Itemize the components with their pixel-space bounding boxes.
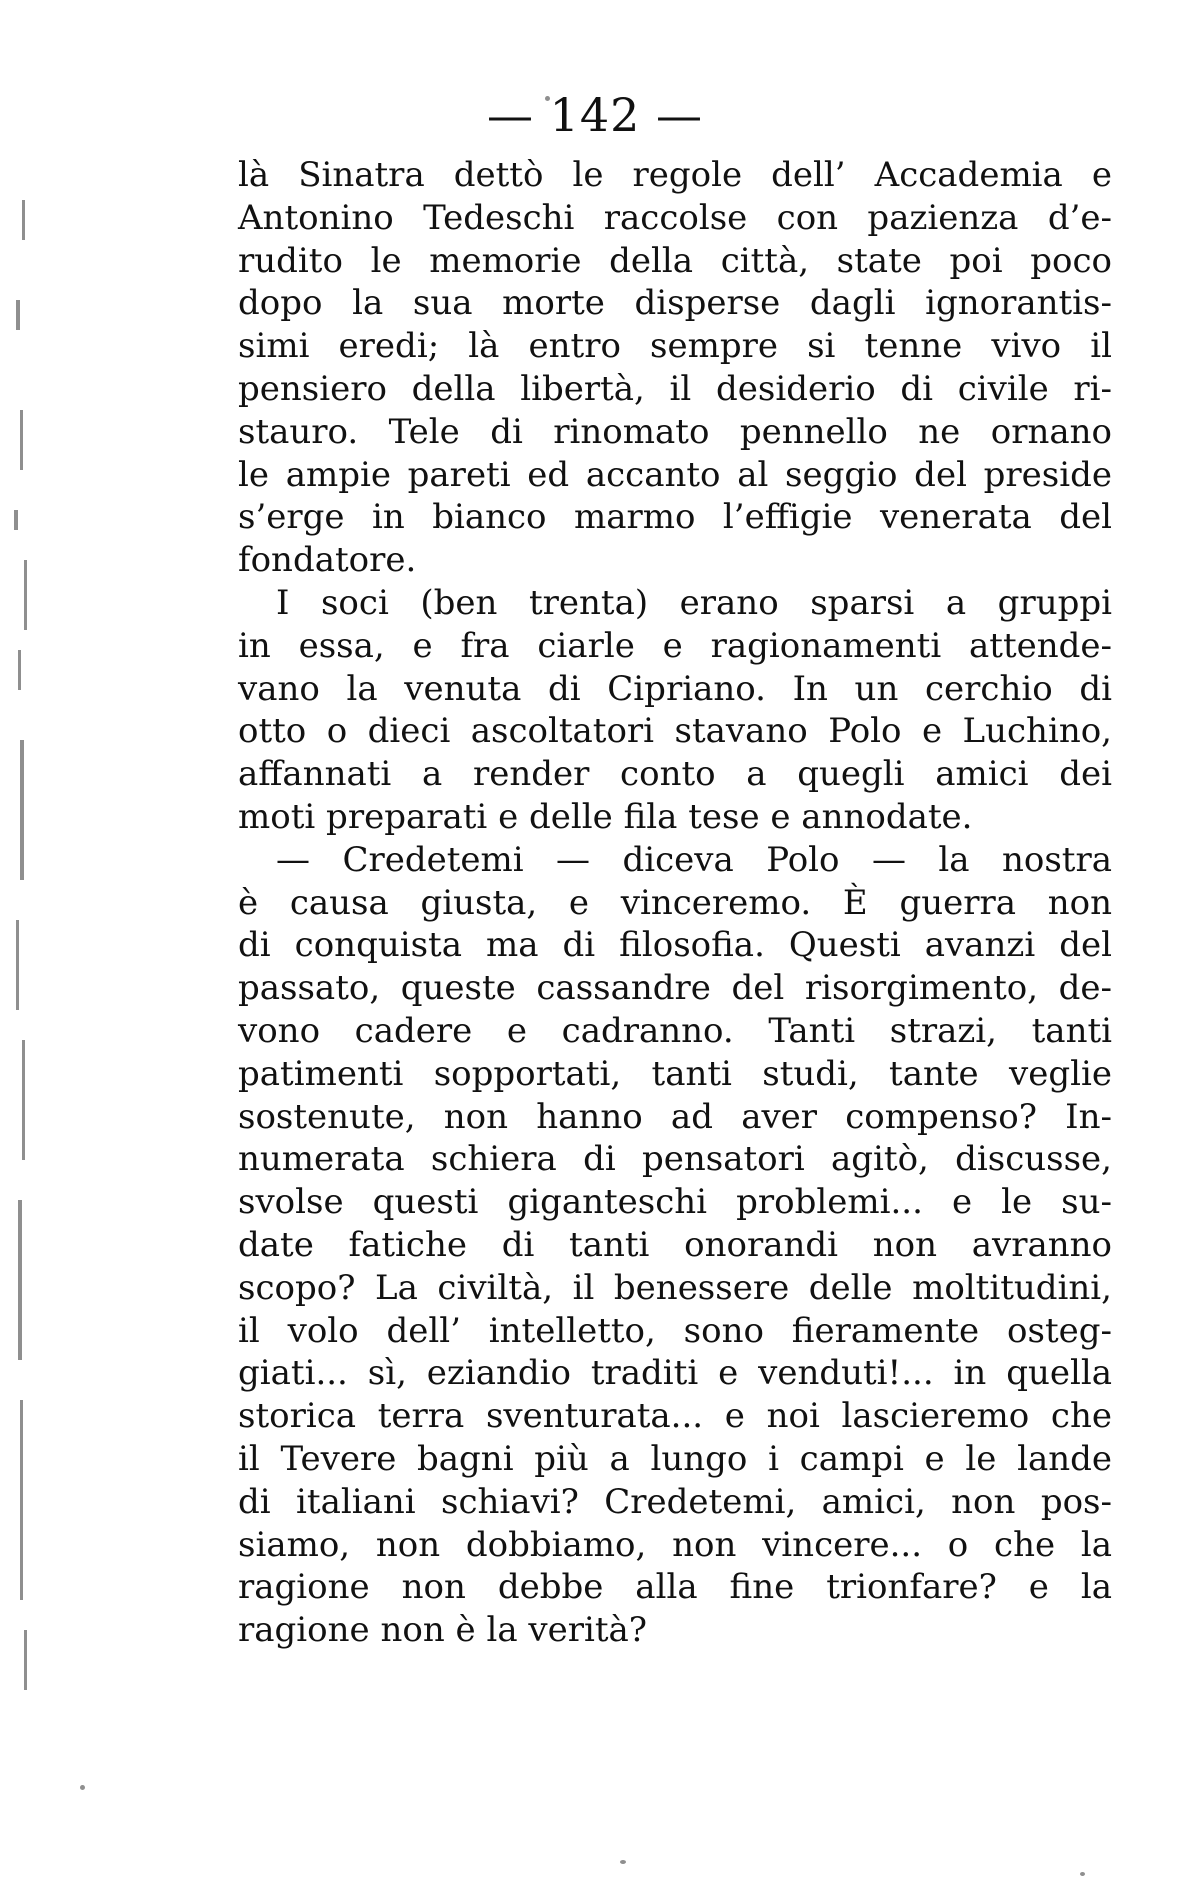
text-line: là Sinatra dettò le regole dell’ Accademia e bbox=[238, 155, 1112, 195]
text-line: di italiani schiavi? Credetemi, amici, non pos- bbox=[238, 1481, 1112, 1522]
text-line: ragione non debbe alla fine trionfare? e la bbox=[238, 1567, 1112, 1608]
text-line: siamo, non dobbiamo, non vincere... o che la bbox=[238, 1524, 1112, 1565]
text-line: è causa giusta, e vinceremo. È guerra non bbox=[238, 882, 1112, 923]
text-line: s’erge in bianco marmo l’effigie venerata del bbox=[238, 497, 1112, 538]
text-line: di conquista ma di filosofia. Questi avanzi del bbox=[238, 925, 1112, 966]
text-line: moti preparati e delle fila tese e annodate. bbox=[238, 796, 973, 837]
text-line: passato, queste cassandre del risorgimento, de- bbox=[238, 968, 1112, 1009]
text-line: numerata schiera di pensatori agitò, discusse, bbox=[238, 1139, 1112, 1180]
text-line: I soci (ben trenta) erano sparsi a gruppi bbox=[276, 582, 1112, 623]
text-line: rudito le memorie della città, state poi poco bbox=[238, 240, 1112, 281]
text-line: Antonino Tedeschi raccolse con pazienza d’e- bbox=[238, 197, 1112, 238]
text-line: vano la venuta di Cipriano. In un cerchio di bbox=[238, 668, 1112, 709]
text-line: il Tevere bagni più a lungo i campi e le lande bbox=[238, 1438, 1112, 1479]
body-text bbox=[238, 154, 1112, 1652]
text-line: giati... sì, eziandio traditi e venduti!... in quella bbox=[238, 1353, 1112, 1394]
scan-speck bbox=[1080, 1872, 1085, 1876]
text-line: fondatore. bbox=[238, 540, 417, 581]
text-line: — Credetemi — diceva Polo — la nostra bbox=[276, 839, 1112, 880]
scan-speck bbox=[620, 1860, 626, 1864]
text-line: le ampie pareti ed accanto al seggio del preside bbox=[238, 454, 1112, 495]
text-line: ragione non è la verità? bbox=[238, 1610, 648, 1651]
text-line: otto o dieci ascoltatori stavano Polo e Luchino, bbox=[238, 711, 1112, 752]
text-line: patimenti sopportati, tanti studi, tante veglie bbox=[238, 1053, 1112, 1094]
text-line: date fatiche di tanti onorandi non avranno bbox=[238, 1224, 1112, 1265]
text-line: scopo? La civiltà, il benessere delle moltitudini, bbox=[238, 1267, 1112, 1308]
text-line: simi eredi; là entro sempre si tenne vivo il bbox=[238, 326, 1112, 367]
text-line: storica terra sventurata... e noi lascieremo che bbox=[238, 1396, 1112, 1437]
text-line: svolse questi giganteschi problemi... e le su- bbox=[238, 1182, 1112, 1223]
text-line: sostenute, non hanno ad aver compenso? In- bbox=[238, 1096, 1112, 1137]
text-line: in essa, e fra ciarle e ragionamenti attende- bbox=[238, 625, 1112, 666]
scan-speck bbox=[80, 1785, 85, 1790]
page-number: — 142 — bbox=[486, 88, 704, 142]
text-line: il volo dell’ intelletto, sono fieramente osteg- bbox=[238, 1310, 1112, 1351]
text-line: stauro. Tele di rinomato pennello ne ornano bbox=[238, 411, 1112, 452]
text-line: pensiero della libertà, il desiderio di civile ri- bbox=[238, 368, 1112, 409]
text-line: dopo la sua morte disperse dagli ignorantis- bbox=[238, 283, 1112, 324]
text-line: affannati a render conto a quegli amici dei bbox=[238, 754, 1112, 795]
text-line: vono cadere e cadranno. Tanti strazi, tanti bbox=[238, 1010, 1112, 1051]
scanned-page-edge bbox=[8, 180, 48, 1760]
